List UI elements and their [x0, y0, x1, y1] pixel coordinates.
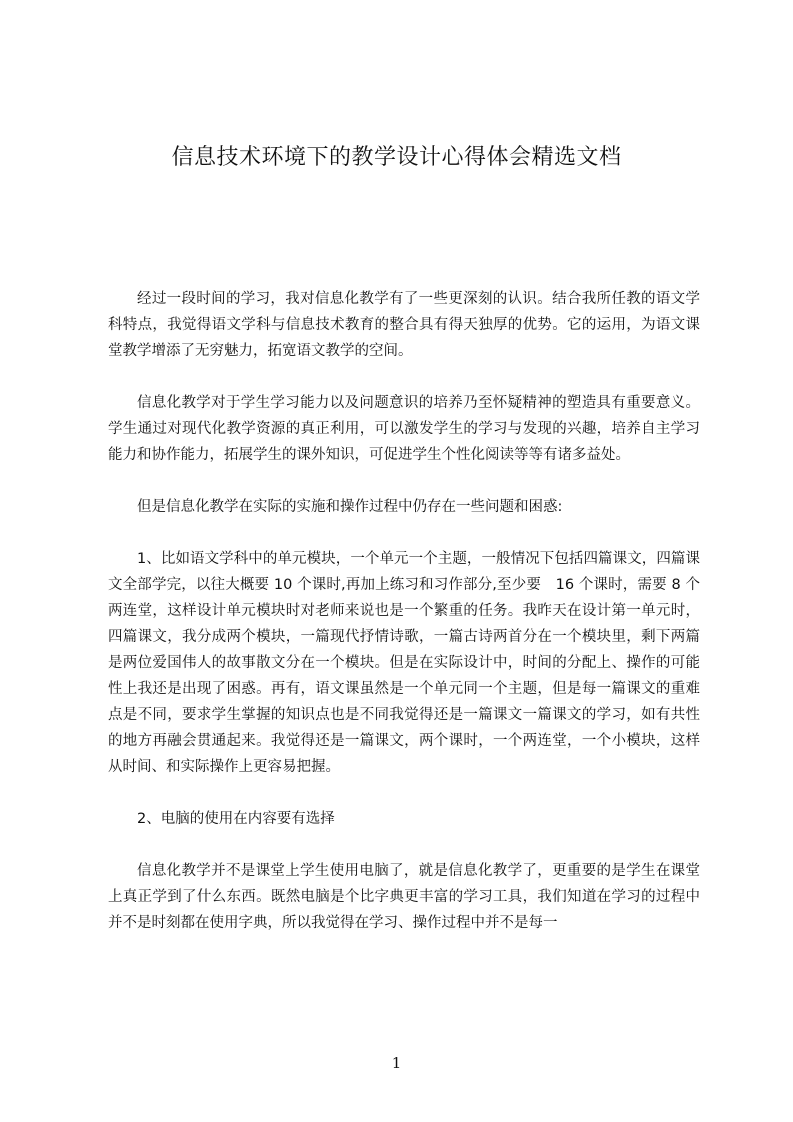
document-title: 信息技术环境下的教学设计心得体会精选文档 — [171, 145, 622, 170]
paragraph-point-2-heading: 2、电脑的使用在内容要有选择 — [137, 811, 335, 827]
paragraph-intro: 经过一段时间的学习，我对信息化教学有了一些更深刻的认识。结合我所任教的语文学科特点，我觉得语文学科与信息技术教育的整合具有得天独厚的优势。它的运用，为语文课堂教学增添了无穷魅力，拓宽语文教学的空间。 — [108, 291, 700, 359]
paragraph-point-2-body: 信息化教学并不是课堂上学生使用电脑了，就是信息化教学了，更重要的是学生在课堂上真正学到了什么东西。既然电脑是个比字典更丰富的学习工具，我们知道在学习的过程中并不是时刻都在使用字典，所以我觉得在学习、操作过程中并不是每一 — [108, 863, 700, 931]
page-number: 1 — [391, 1054, 402, 1072]
document-body — [108, 286, 700, 962]
paragraph-benefits: 信息化教学对于学生学习能力以及问题意识的培养乃至怀疑精神的塑造具有重要意义。学生通过对现代化教学资源的真正利用，可以激发学生的学习与发现的兴趣，培养自主学习能力和协作能力，拓展学生的课外知识，可促进学生个性化阅读等等有诸多益处。 — [108, 395, 700, 463]
paragraph-point-1: 1、比如语文学科中的单元模块，一个单元一个主题，一般情况下包括四篇课文，四篇课文全部学完，以往大概要 10 个课时,再加上练习和习作部分,至少要 16 个课时，需要 8 个两连堂，这样设计单元模块时对老师来说也是一个繁重的任务。我昨天在设计第一单元时，四篇课文，我分成两个模块，一篇现代抒情诗歌，一篇古诗两首分在一个模块里，剩下两篇是两位爱国伟人的故事散文分在一个模块。但是在实际设计中，时间的分配上、操作的可能性上我还是出现了困惑。再有，语文课虽然是一个单元同一个主题，但是每一篇课文的重难点是不同，要求学生掌握的知识点也是不同我觉得还是一篇课文一篇课文的学习，如有共性的地方再融会贯通起来。我觉得还是一篇课文，两个课时，一个两连堂，一个小模块，这样从时间、和实际操作上更容易把握。 — [108, 551, 700, 775]
paragraph-problems-intro: 但是信息化教学在实际的实施和操作过程中仍存在一些问题和困惑: — [137, 499, 563, 515]
